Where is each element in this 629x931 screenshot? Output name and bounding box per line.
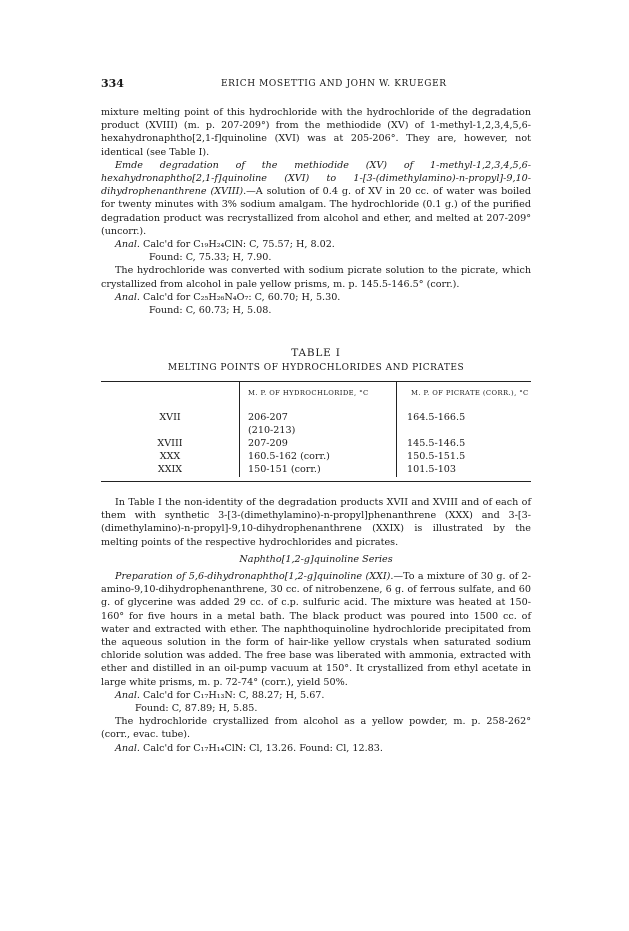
paragraph-text: In Table I the non-identity of the degradation products XVII and XVIII and of each of them with synthetic 3-[3-(dimethylamino)-n-propyl]phenanthrene (XXX) and 3-[3-(dimethylamino)-n-propyl]-9,10-dihydrophenanthrene (XXIX) is illustrated by the melting points of the respective hydrochlorides and picrates. bbox=[101, 497, 531, 548]
table-cell: 160.5-162 (corr.) bbox=[240, 450, 397, 463]
page-number: 334 bbox=[101, 77, 124, 90]
paragraph-q5 bbox=[101, 702, 531, 715]
paragraph-text: Calc'd for C₂₅H₂₆N₄O₇: C, 60.70; H, 5.30. bbox=[143, 291, 341, 303]
table-title: TABLE I bbox=[291, 347, 341, 359]
table-row bbox=[101, 424, 531, 437]
table-cell: XXIX bbox=[157, 464, 183, 476]
table-header-cell: M. P. OF PICRATE (CORR.), °C bbox=[397, 382, 532, 405]
table-row bbox=[101, 463, 531, 476]
table-cell: 207-209 bbox=[240, 437, 397, 450]
table-header-cell bbox=[101, 382, 240, 405]
paragraph-q1 bbox=[101, 496, 531, 549]
paragraph-q7 bbox=[101, 742, 531, 755]
paragraph-text: Found: C, 87.89; H, 5.85. bbox=[135, 703, 258, 715]
paragraph-q2 bbox=[101, 553, 531, 566]
paragraph-q4 bbox=[101, 689, 531, 702]
table-header-cell: M. P. OF HYDROCHLORIDE, °C bbox=[240, 382, 397, 405]
paragraph-lead: Preparation of 5,6-dihydronaphtho[1,2-g]quinoline (XXI). bbox=[115, 571, 394, 583]
paragraph-text: —To a mixture of 30 g. of 2-amino-9,10-dihydrophenanthrene, 30 cc. of nitrobenzene, 6 g. of ferrous sulfate, and 60 g. of glycerine was added 29 cc. of c.p. sulfuric acid. The mixture was heated at 150-160° for five hours in a metal bath. The black product was poured into 1500 cc. of water and extracted with ether. The naphthoquinoline hydrochloride precipitated from the aqueous solution in the form of hair-like yellow crystals when saturated sodium chloride solution was added. The free base was liberated with ammonia, extracted with ether and distilled in an oil-pump vacuum at 150°. It crystallized from ethyl acetate in large white prisms, m. p. 72-74° (corr.), yield 50%. bbox=[101, 571, 531, 688]
table-body bbox=[101, 406, 531, 477]
paragraph-q3 bbox=[101, 570, 531, 689]
table-caption: MELTING POINTS OF HYDROCHLORIDES AND PICRATES bbox=[167, 363, 465, 374]
table-cell bbox=[101, 424, 240, 437]
melting-points-table bbox=[101, 382, 531, 476]
paragraph-text: Found: C, 75.33; H, 7.90. bbox=[149, 252, 272, 264]
table-cell bbox=[397, 424, 532, 437]
table-section bbox=[101, 337, 531, 482]
table-cell: 101.5-103 bbox=[397, 463, 532, 476]
table-cell: 164.5-166.5 bbox=[397, 406, 532, 424]
body-text-top bbox=[101, 106, 531, 317]
paragraph-text: Calc'd for C₁₉H₂₄ClN: C, 75.57; H, 8.02. bbox=[143, 239, 335, 251]
table-cell: (210-213) bbox=[240, 424, 397, 437]
table-row bbox=[101, 406, 531, 424]
paragraph-p2 bbox=[101, 159, 531, 238]
paragraph-text: Found: C, 60.73; H, 5.08. bbox=[149, 305, 272, 317]
table-bottom-rule bbox=[101, 481, 531, 482]
table-cell: 206-207 bbox=[240, 406, 397, 424]
table-header-row bbox=[101, 382, 531, 405]
body-text-bottom bbox=[101, 496, 531, 755]
paragraph-text: The hydrochloride was converted with sodium picrate solution to the picrate, which crystallized from alcohol in pale yellow prisms, m. p. 145.5-146.5° (corr.). bbox=[101, 265, 531, 290]
running-header bbox=[101, 77, 526, 91]
paragraph-p1 bbox=[101, 106, 531, 159]
paragraph-text: —A solution of 0.4 g. of XV in 20 cc. of water was boiled for twenty minutes with 3% sodium amalgam. The hydrochloride (0.1 g.) of the purified degradation product was recrystallized from alcohol and ether, and melted at 207-209° (uncorr.). bbox=[101, 186, 531, 237]
paragraph-p6 bbox=[101, 291, 531, 304]
paragraph-p7 bbox=[101, 304, 531, 317]
paragraph-p4 bbox=[101, 251, 531, 264]
paragraph-p3 bbox=[101, 238, 531, 251]
paragraph-p5 bbox=[101, 264, 531, 290]
paragraph-lead: Anal. bbox=[115, 689, 140, 701]
paragraph-lead: Anal. bbox=[115, 291, 140, 303]
paragraph-text: Calc'd for C₁₇H₁₃N: C, 88.27; H, 5.67. bbox=[143, 689, 325, 701]
paragraph-lead: Anal. bbox=[115, 742, 140, 754]
table-cell: XVII bbox=[159, 411, 181, 423]
table-row bbox=[101, 450, 531, 463]
table-cell: XXX bbox=[159, 451, 181, 463]
table-cell: XVIII bbox=[157, 438, 183, 450]
table-cell: 150.5-151.5 bbox=[397, 450, 532, 463]
paragraph-text: mixture melting point of this hydrochloride with the hydrochloride of the degradation product (XVIII) (m. p. 207-209°) from the methiodide (XV) of 1-methyl-1,2,3,4,5,6-hexahydronaphtho[2,1-f]quinoline (XVI) was at 205-206°. They are, however, not identical (see Table I). bbox=[101, 107, 531, 158]
paragraph-lead: Anal. bbox=[115, 239, 140, 251]
table-cell: 145.5-146.5 bbox=[397, 437, 532, 450]
running-head-authors: ERICH MOSETTIG AND JOHN W. KRUEGER bbox=[221, 79, 447, 89]
paragraph-text: The hydrochloride crystallized from alcohol as a yellow powder, m. p. 258-262° (corr., evac. tube). bbox=[101, 716, 531, 741]
paragraph-text: Naphtho[1,2-g]quinoline Series bbox=[239, 553, 393, 565]
table-row bbox=[101, 437, 531, 450]
paragraph-q6 bbox=[101, 715, 531, 741]
table-cell: 150-151 (corr.) bbox=[240, 463, 397, 476]
paragraph-lead: Emde degradation of the methiodide (XV) of 1-methyl-1,2,3,4,5,6-hexahydronaphtho[2,1-f]quinoline (XVI) to 1-[3-(dimethylamino)-n-propyl]-9,10-dihydrophenanthrene (XVIII). bbox=[101, 159, 531, 198]
paragraph-text: Calc'd for C₁₇H₁₄ClN: Cl, 13.26. Found: Cl, 12.83. bbox=[143, 742, 383, 754]
